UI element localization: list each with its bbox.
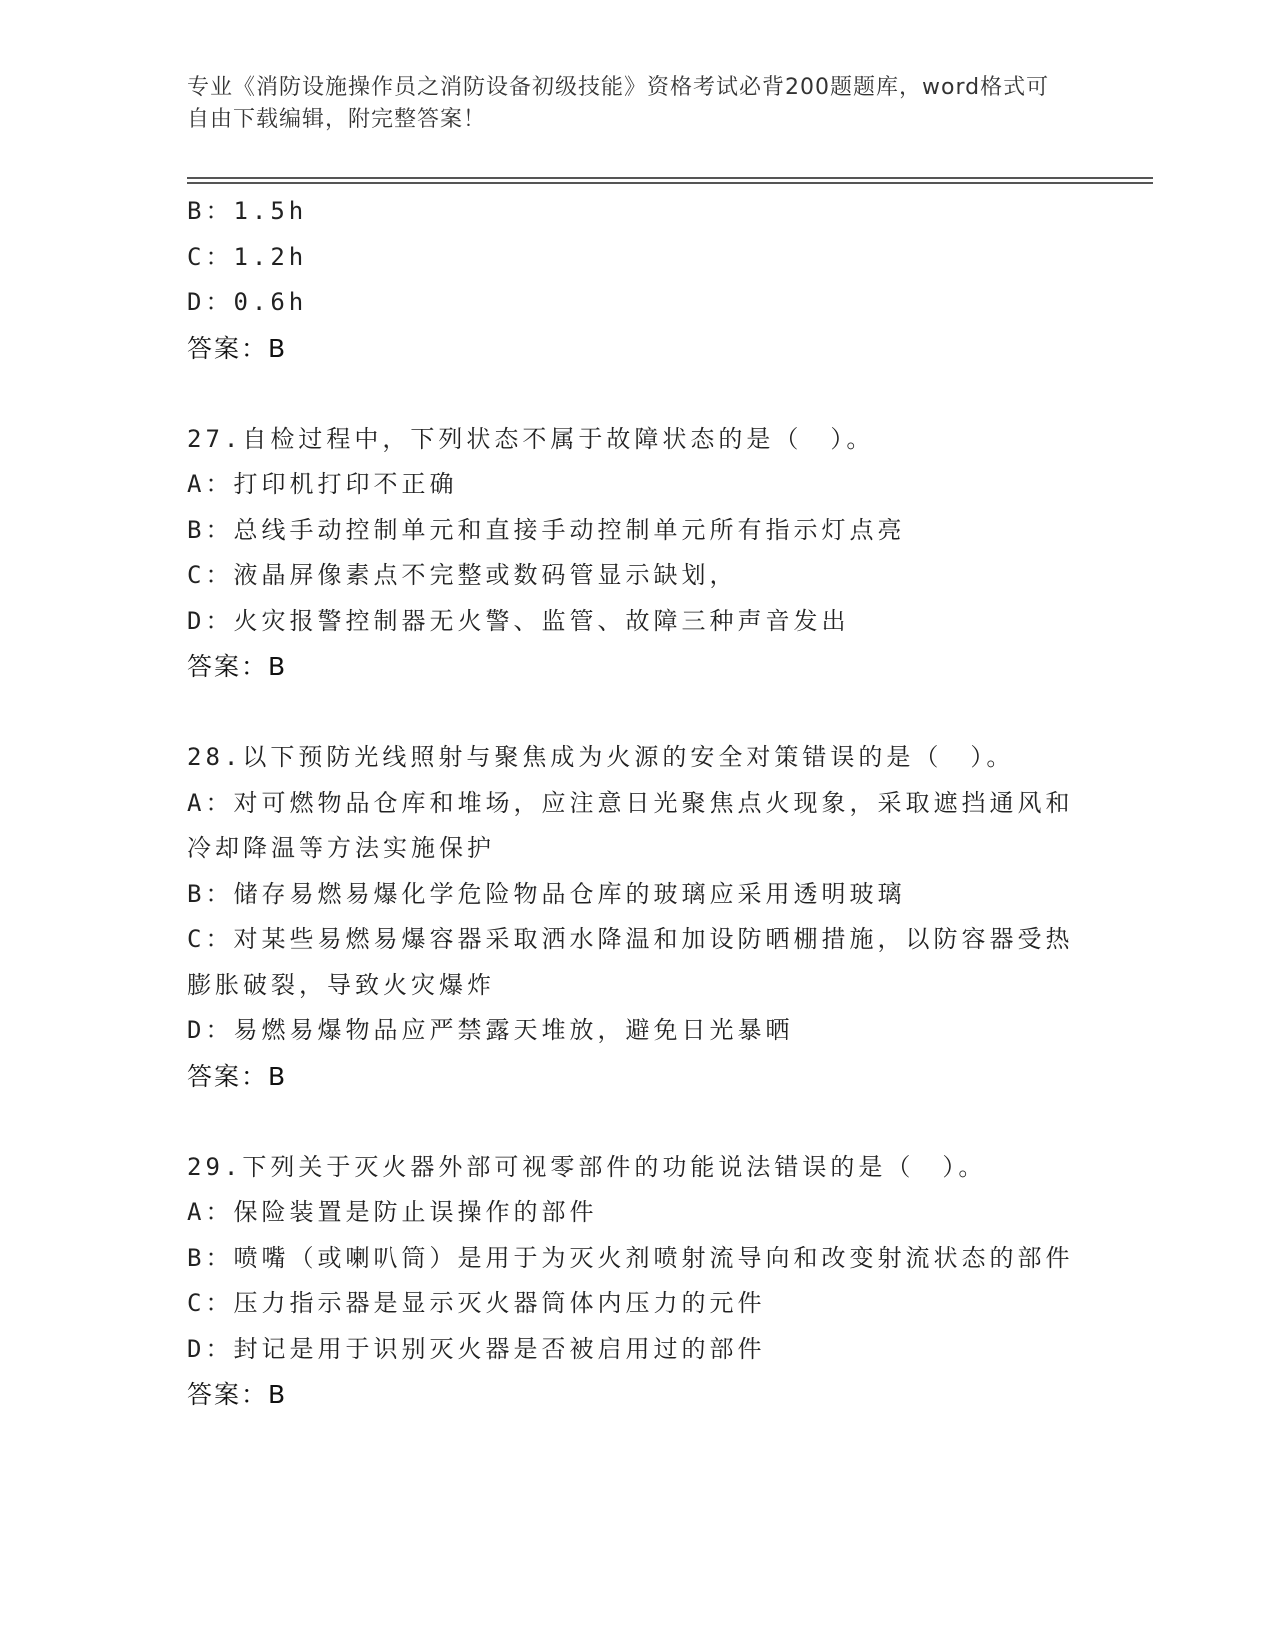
question-28 (187, 735, 1087, 1099)
question-stem: 28.以下预防光线照射与聚焦成为火源的安全对策错误的是（ ）。 (187, 743, 1015, 771)
spacer (187, 690, 1087, 736)
header-divider-bottom (187, 182, 1153, 184)
document-header: 专业《消防设施操作员之消防设备初级技能》资格考试必背200题题库，word格式可自由下载编辑，附完整答案！ (187, 75, 1050, 132)
option-b: B：储存易燃易爆化学危险物品仓库的玻璃应采用透明玻璃 (187, 879, 906, 908)
option-b: B：1.5h (187, 197, 308, 225)
option-c: C：压力指示器是显示灭火器筒体内压力的元件 (187, 1289, 766, 1317)
option-d: D：封记是用于识别灭火器是否被启用过的部件 (187, 1334, 766, 1363)
spacer (187, 371, 1087, 417)
answer-line: 答案：B (187, 1061, 288, 1091)
question-stem: 29.下列关于灭火器外部可视零部件的功能说法错误的是（ ）。 (187, 1152, 987, 1181)
option-b: B：喷嘴（或喇叭筒）是用于为灭火剂喷射流导向和改变射流状态的部件 (187, 1243, 1074, 1272)
question-stem: 27.自检过程中，下列状态不属于故障状态的是（ ）。 (187, 424, 875, 453)
answer-line: 答案：B (187, 1380, 288, 1409)
option-c: C：1.2h (187, 242, 308, 271)
option-c: C：液晶屏像素点不完整或数码管显示缺划， (187, 561, 738, 589)
option-a: A：保险装置是防止误操作的部件 (187, 1198, 598, 1226)
header-divider-top (187, 177, 1153, 179)
option-b: B：总线手动控制单元和直接手动控制单元所有指示灯点亮 (187, 515, 906, 544)
option-a: A：对可燃物品仓库和堆场，应注意日光聚焦点火现象，采取遮挡通风和冷却降温等方法实施保护 (187, 788, 1074, 862)
prev-question-block (187, 189, 1087, 371)
answer-line: 答案：B (187, 333, 288, 363)
spacer (187, 1099, 1087, 1145)
option-c: C：对某些易燃易爆容器采取洒水降温和加设防晒棚措施，以防容器受热膨胀破裂，导致火灾爆炸 (187, 925, 1074, 999)
option-d: D：0.6h (187, 288, 308, 316)
question-27 (187, 417, 1087, 690)
option-d: D：易燃易爆物品应严禁露天堆放，避免日光暴晒 (187, 1016, 794, 1044)
question-list (187, 189, 1087, 1418)
question-29 (187, 1145, 1087, 1418)
option-d: D：火灾报警控制器无火警、监管、故障三种声音发出 (187, 606, 850, 635)
answer-line: 答案：B (187, 652, 288, 681)
option-a: A：打印机打印不正确 (187, 470, 458, 498)
